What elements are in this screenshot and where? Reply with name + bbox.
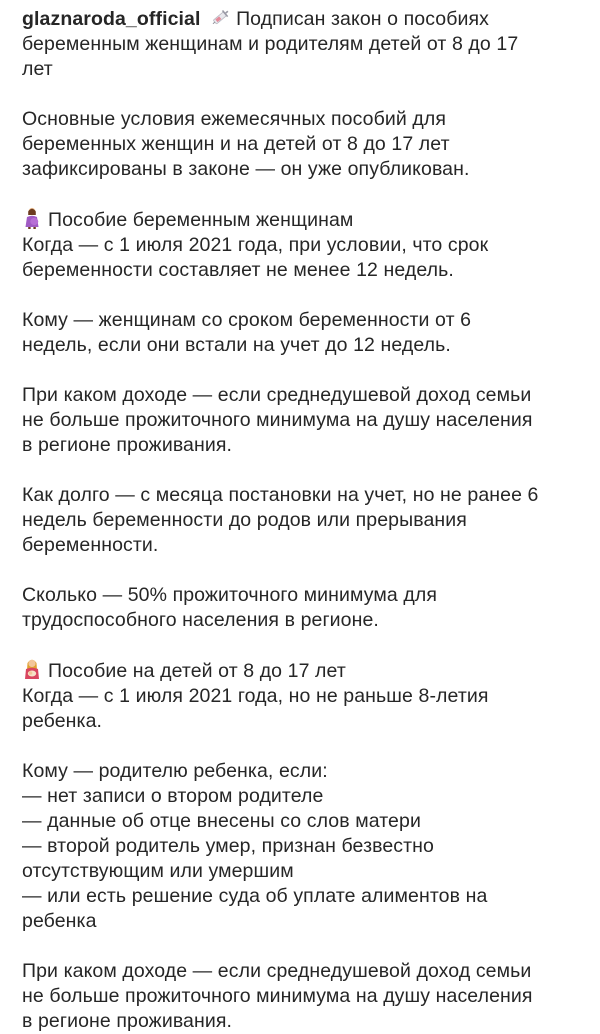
income-line: не больше прожиточного минимума на душу населения bbox=[22, 409, 533, 431]
amount-line: трудоспособного населения в регионе. bbox=[22, 609, 379, 631]
whom-line: — данные об отце внесены со слов матери bbox=[22, 810, 421, 832]
duration-line: беременности. bbox=[22, 534, 159, 556]
whom-line: Кому — женщинам со сроком беременности от 6 bbox=[22, 309, 472, 331]
amount-paragraph bbox=[22, 583, 582, 633]
whom-line: — нет записи о втором родителе bbox=[22, 785, 324, 807]
intro-paragraph bbox=[22, 107, 582, 182]
whom-line: недель, если они встали на учет до 12 недель. bbox=[22, 334, 451, 356]
syringe-icon bbox=[210, 6, 232, 28]
woman-with-baby-icon bbox=[22, 658, 42, 680]
whom-line: Кому — родителю ребенка, если: bbox=[22, 760, 328, 782]
section-children-heading-block bbox=[22, 658, 582, 734]
section-pregnant-heading-block bbox=[22, 207, 582, 283]
when-line: Когда — с 1 июля 2021 года, но не раньше 8-летия bbox=[22, 685, 489, 707]
income-paragraph bbox=[22, 959, 582, 1034]
whom-line: ребенка bbox=[22, 910, 97, 932]
amount-line: Сколько — 50% прожиточного минимума для bbox=[22, 584, 437, 606]
intro-line: зафиксированы в законе — он уже опубликован. bbox=[22, 158, 470, 180]
whom-line: — второй родитель умер, признан безвестно bbox=[22, 835, 434, 857]
whom-line: — или есть решение суда об уплате алиментов на bbox=[22, 885, 488, 907]
duration-line: Как долго — с месяца постановки на учет, но не ранее 6 bbox=[22, 484, 539, 506]
post-title bbox=[22, 6, 582, 82]
income-line: не больше прожиточного минимума на душу населения bbox=[22, 985, 533, 1007]
income-line: в регионе проживания. bbox=[22, 1010, 233, 1032]
income-paragraph bbox=[22, 383, 582, 458]
username-link[interactable]: glaznaroda_official bbox=[22, 8, 201, 30]
duration-paragraph bbox=[22, 483, 582, 558]
intro-line: Основные условия ежемесячных пособий для bbox=[22, 108, 446, 130]
duration-line: недель беременности до родов или прерывания bbox=[22, 509, 467, 531]
section-heading: Пособие беременным женщинам bbox=[48, 209, 354, 231]
whom-line: отсутствующим или умершим bbox=[22, 860, 294, 882]
when-line: беременности составляет не менее 12 недель. bbox=[22, 259, 454, 281]
income-line: При каком доходе — если среднедушевой доход семьи bbox=[22, 960, 532, 982]
income-line: При каком доходе — если среднедушевой доход семьи bbox=[22, 384, 532, 406]
whom-paragraph bbox=[22, 308, 582, 358]
when-line: ребенка. bbox=[22, 710, 103, 732]
title-line: лет bbox=[22, 58, 53, 80]
title-line: Подписан закон о пособиях bbox=[236, 8, 490, 30]
intro-line: беременных женщин и на детей от 8 до 17 лет bbox=[22, 133, 450, 155]
pregnant-woman-icon bbox=[22, 207, 42, 229]
whom-paragraph bbox=[22, 759, 582, 934]
when-line: Когда — с 1 июля 2021 года, при условии, что срок bbox=[22, 234, 489, 256]
income-line: в регионе проживания. bbox=[22, 434, 233, 456]
title-line: беременным женщинам и родителям детей от 8 до 17 bbox=[22, 33, 519, 55]
section-heading: Пособие на детей от 8 до 17 лет bbox=[48, 660, 346, 682]
